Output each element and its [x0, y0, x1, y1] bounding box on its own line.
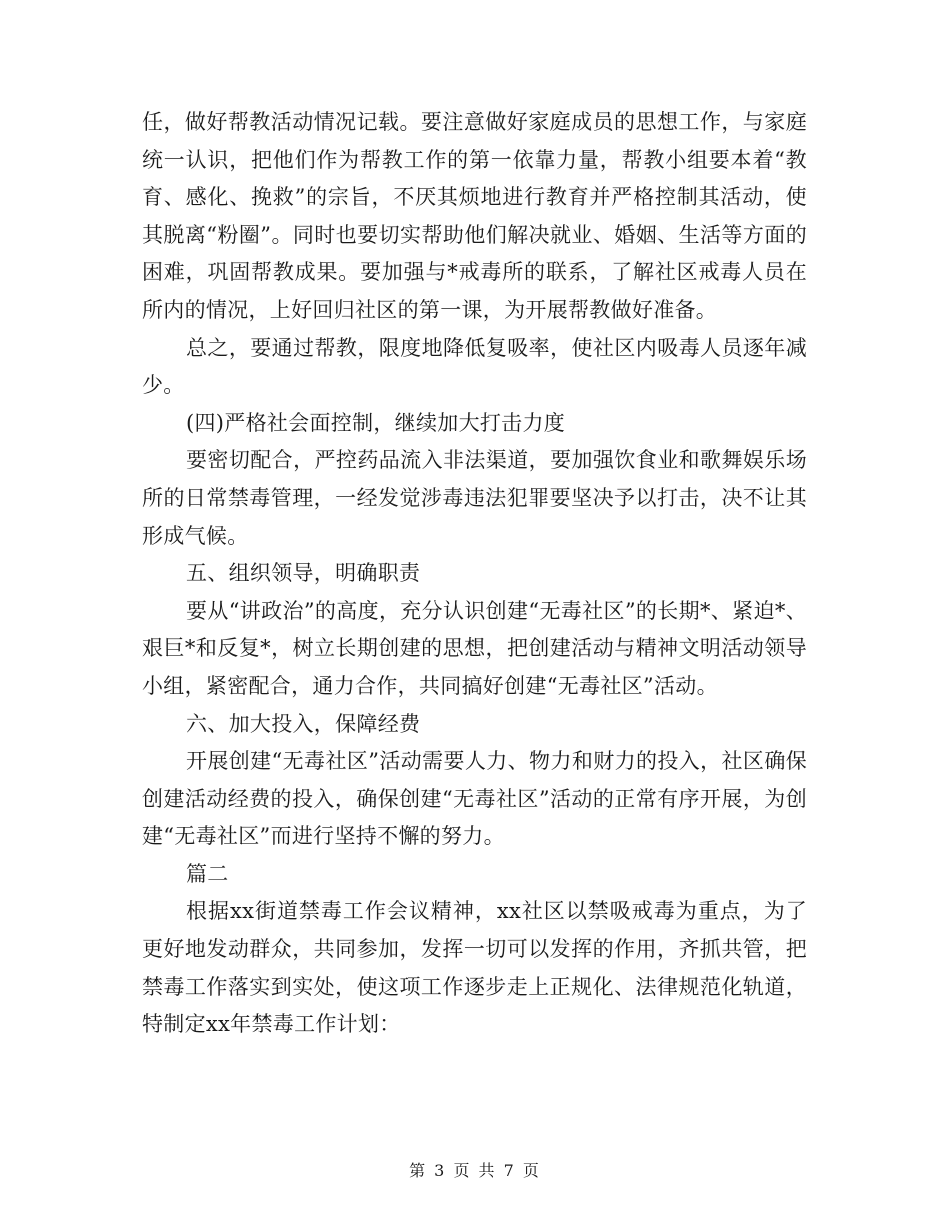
page-number-footer: 第 3 页 共 7 页: [409, 1161, 541, 1180]
paragraph-funding: 开展创建“无毒社区”活动需要人力、物力和财力的投入，社区确保创建活动经费的投入，确保创建“无毒社区”活动的正常有序开展，为创建“无毒社区”而进行坚持不懈的努力。: [142, 749, 807, 849]
paragraph-control: 要密切配合，严控药品流入非法渠道，要加强饮食业和歌舞娱乐场所的日常禁毒管理，一经发觉涉毒违法犯罪要坚决予以打击，决不让其形成气候。: [142, 448, 807, 548]
section-heading-4: (四)严格社会面控制，继续加大打击力度: [186, 410, 566, 435]
section-heading-6: 六、加大投入，保障经费: [186, 711, 421, 736]
part-heading: 篇二: [186, 861, 229, 886]
paragraph-summary: 总之，要通过帮教，限度地降低复吸率，使社区内吸毒人员逐年减少。: [142, 335, 807, 398]
body-text: [142, 104, 807, 1044]
paragraph-plan-intro: 根据xx街道禁毒工作会议精神，xx社区以禁吸戒毒为重点，为了更好地发动群众，共同参加，发挥一切可以发挥的作用，齐抓共管，把禁毒工作落实到实处，使这项工作逐步走上正规化、法律规范化轨道，特制定xx年禁毒工作计划：: [142, 899, 807, 1037]
paragraph-continuation: 任，做好帮教活动情况记载。要注意做好家庭成员的思想工作，与家庭统一认识，把他们作为帮教工作的第一依靠力量，帮教小组要本着“教育、感化、挽救”的宗旨，不厌其烦地进行教育并严格控制其活动，使其脱离“粉圈”。同时也要切实帮助他们解决就业、婚姻、生活等方面的困难，巩固帮教成果。要加强与*戒毒所的联系，了解社区戒毒人员在所内的情况，上好回归社区的第一课，为开展帮教做好准备。: [142, 110, 807, 322]
section-heading-5: 五、组织领导，明确职责: [186, 561, 421, 586]
paragraph-leadership: 要从“讲政治”的高度，充分认识创建“无毒社区”的长期*、紧迫*、艰巨*和反复*，树立长期创建的思想，把创建活动与精神文明活动领导小组，紧密配合，通力合作，共同搞好创建“无毒社区”活动。: [142, 598, 807, 698]
